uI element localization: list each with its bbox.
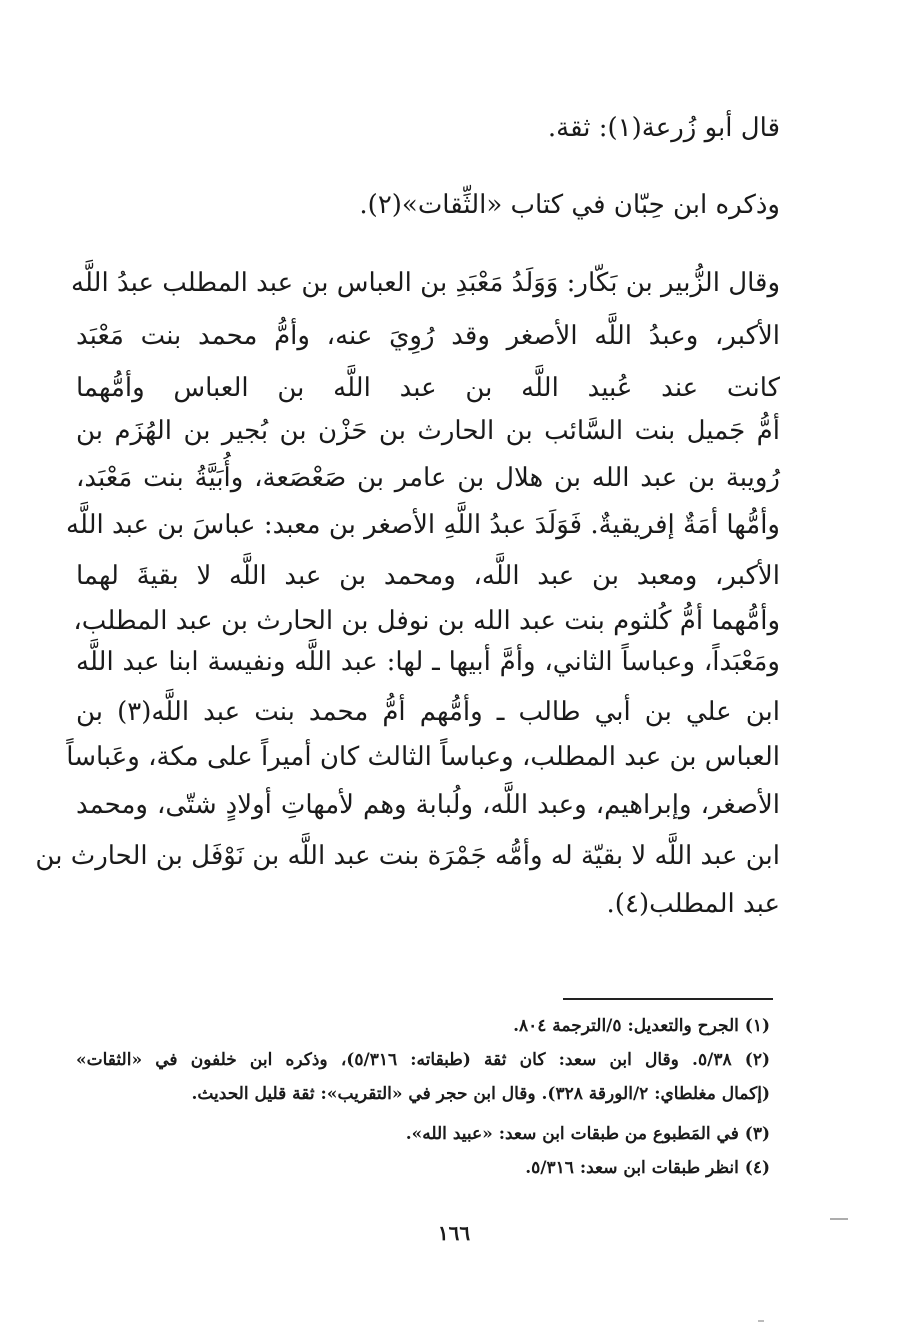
main-paragraph-line: كانت عند عُبيد اللَّه بن عبد اللَّه بن العباس وأمُّهما — [76, 373, 780, 403]
footnote-2: (٢) ٥/٣٨. وقال ابن سعد: كان ثقة (طبقاته: ٥/٣١٦)، وذكره ابن خلفون في «الثقات» — [76, 1050, 771, 1070]
main-paragraph-line: الأصغر، وإبراهيم، وعبد اللَّه، ولُبابة وهم لأمهاتِ أولادٍ شتّى، ومحمد — [76, 790, 780, 820]
main-paragraph-line: الأكبر، ومعبد بن عبد اللَّه، ومحمد بن عبد اللَّه لا بقيةَ لهما — [76, 561, 780, 591]
main-paragraph-line: عبد المطلب(٤). — [606, 889, 780, 919]
footnote-1: (١) الجرح والتعديل: ٥/الترجمة ٨٠٤. — [513, 1016, 770, 1036]
scan-speck — [830, 1218, 848, 1220]
main-paragraph-line: وقال الزُّبير بن بَكّار: وَوَلَدُ مَعْبَدِ بن العباس بن عبد المطلب عبدُ اللَّه — [71, 268, 780, 298]
footnote-3: (٣) في المَطبوع من طبقات ابن سعد: «عبيد الله». — [405, 1124, 770, 1144]
main-paragraph-line: ابن علي بن أبي طالب ـ وأمُّهم أمُّ محمد بنت عبد اللَّه(٣) بن — [76, 697, 780, 727]
paragraph-ibn-hibban: وذكره ابن حِبّان في كتاب «الثِّقات»(٢). — [359, 190, 780, 220]
paragraph-abu-zurah: قال أبو زُرعة(١): ثقة. — [547, 113, 780, 143]
page-number: ١٦٦ — [437, 1221, 471, 1245]
main-paragraph-line: ومَعْبَداً، وعباساً الثاني، وأمَّ أبيها ـ لها: عبد اللَّه ونفيسة ابنا عبد اللَّه — [76, 647, 780, 677]
footnote-4: (٤) انظر طبقات ابن سعد: ٥/٣١٦. — [525, 1158, 770, 1178]
main-paragraph-line: وأمُّها أمَةٌ إفريقيةٌ. فَوَلَدَ عبدُ اللَّهِ الأصغر بن معبد: عباسَ بن عبد اللَّه — [66, 510, 780, 540]
main-paragraph-line: ابن عبد اللَّه لا بقيّة له وأمُّه جَمْرَة بنت عبد اللَّه بن نَوْفَل بن الحارث بن — [35, 841, 780, 871]
main-paragraph-line: العباس بن عبد المطلب، وعباساً الثالث كان أميراً على مكة، وعَباساً — [66, 742, 780, 772]
footnote-separator — [563, 998, 773, 1000]
footnote-2-continued: (إكمال مغلطاي: ٢/الورقة ٣٢٨). وقال ابن حجر في «التقريب»: ثقة قليل الحديث. — [191, 1084, 770, 1104]
main-paragraph-line: رُويبة بن عبد الله بن هلال بن عامر بن صَعْصَعة، وأُبَيَّةُ بنت مَعْبَد، — [76, 463, 780, 493]
main-paragraph-line: وأمُّهما أمُّ كُلثوم بنت عبد الله بن نوفل بن الحارث بن عبد المطلب، — [73, 606, 780, 636]
main-paragraph-line: أمُّ جَميل بنت السَّائب بن الحارث بن حَزْن بن بُجير بن الهُزَم بن — [76, 416, 780, 446]
main-paragraph-line: الأكبر، وعبدُ اللَّه الأصغر وقد رُوِيَ عنه، وأمُّ محمد بنت مَعْبَد — [76, 321, 780, 351]
scan-speck — [758, 1320, 764, 1322]
